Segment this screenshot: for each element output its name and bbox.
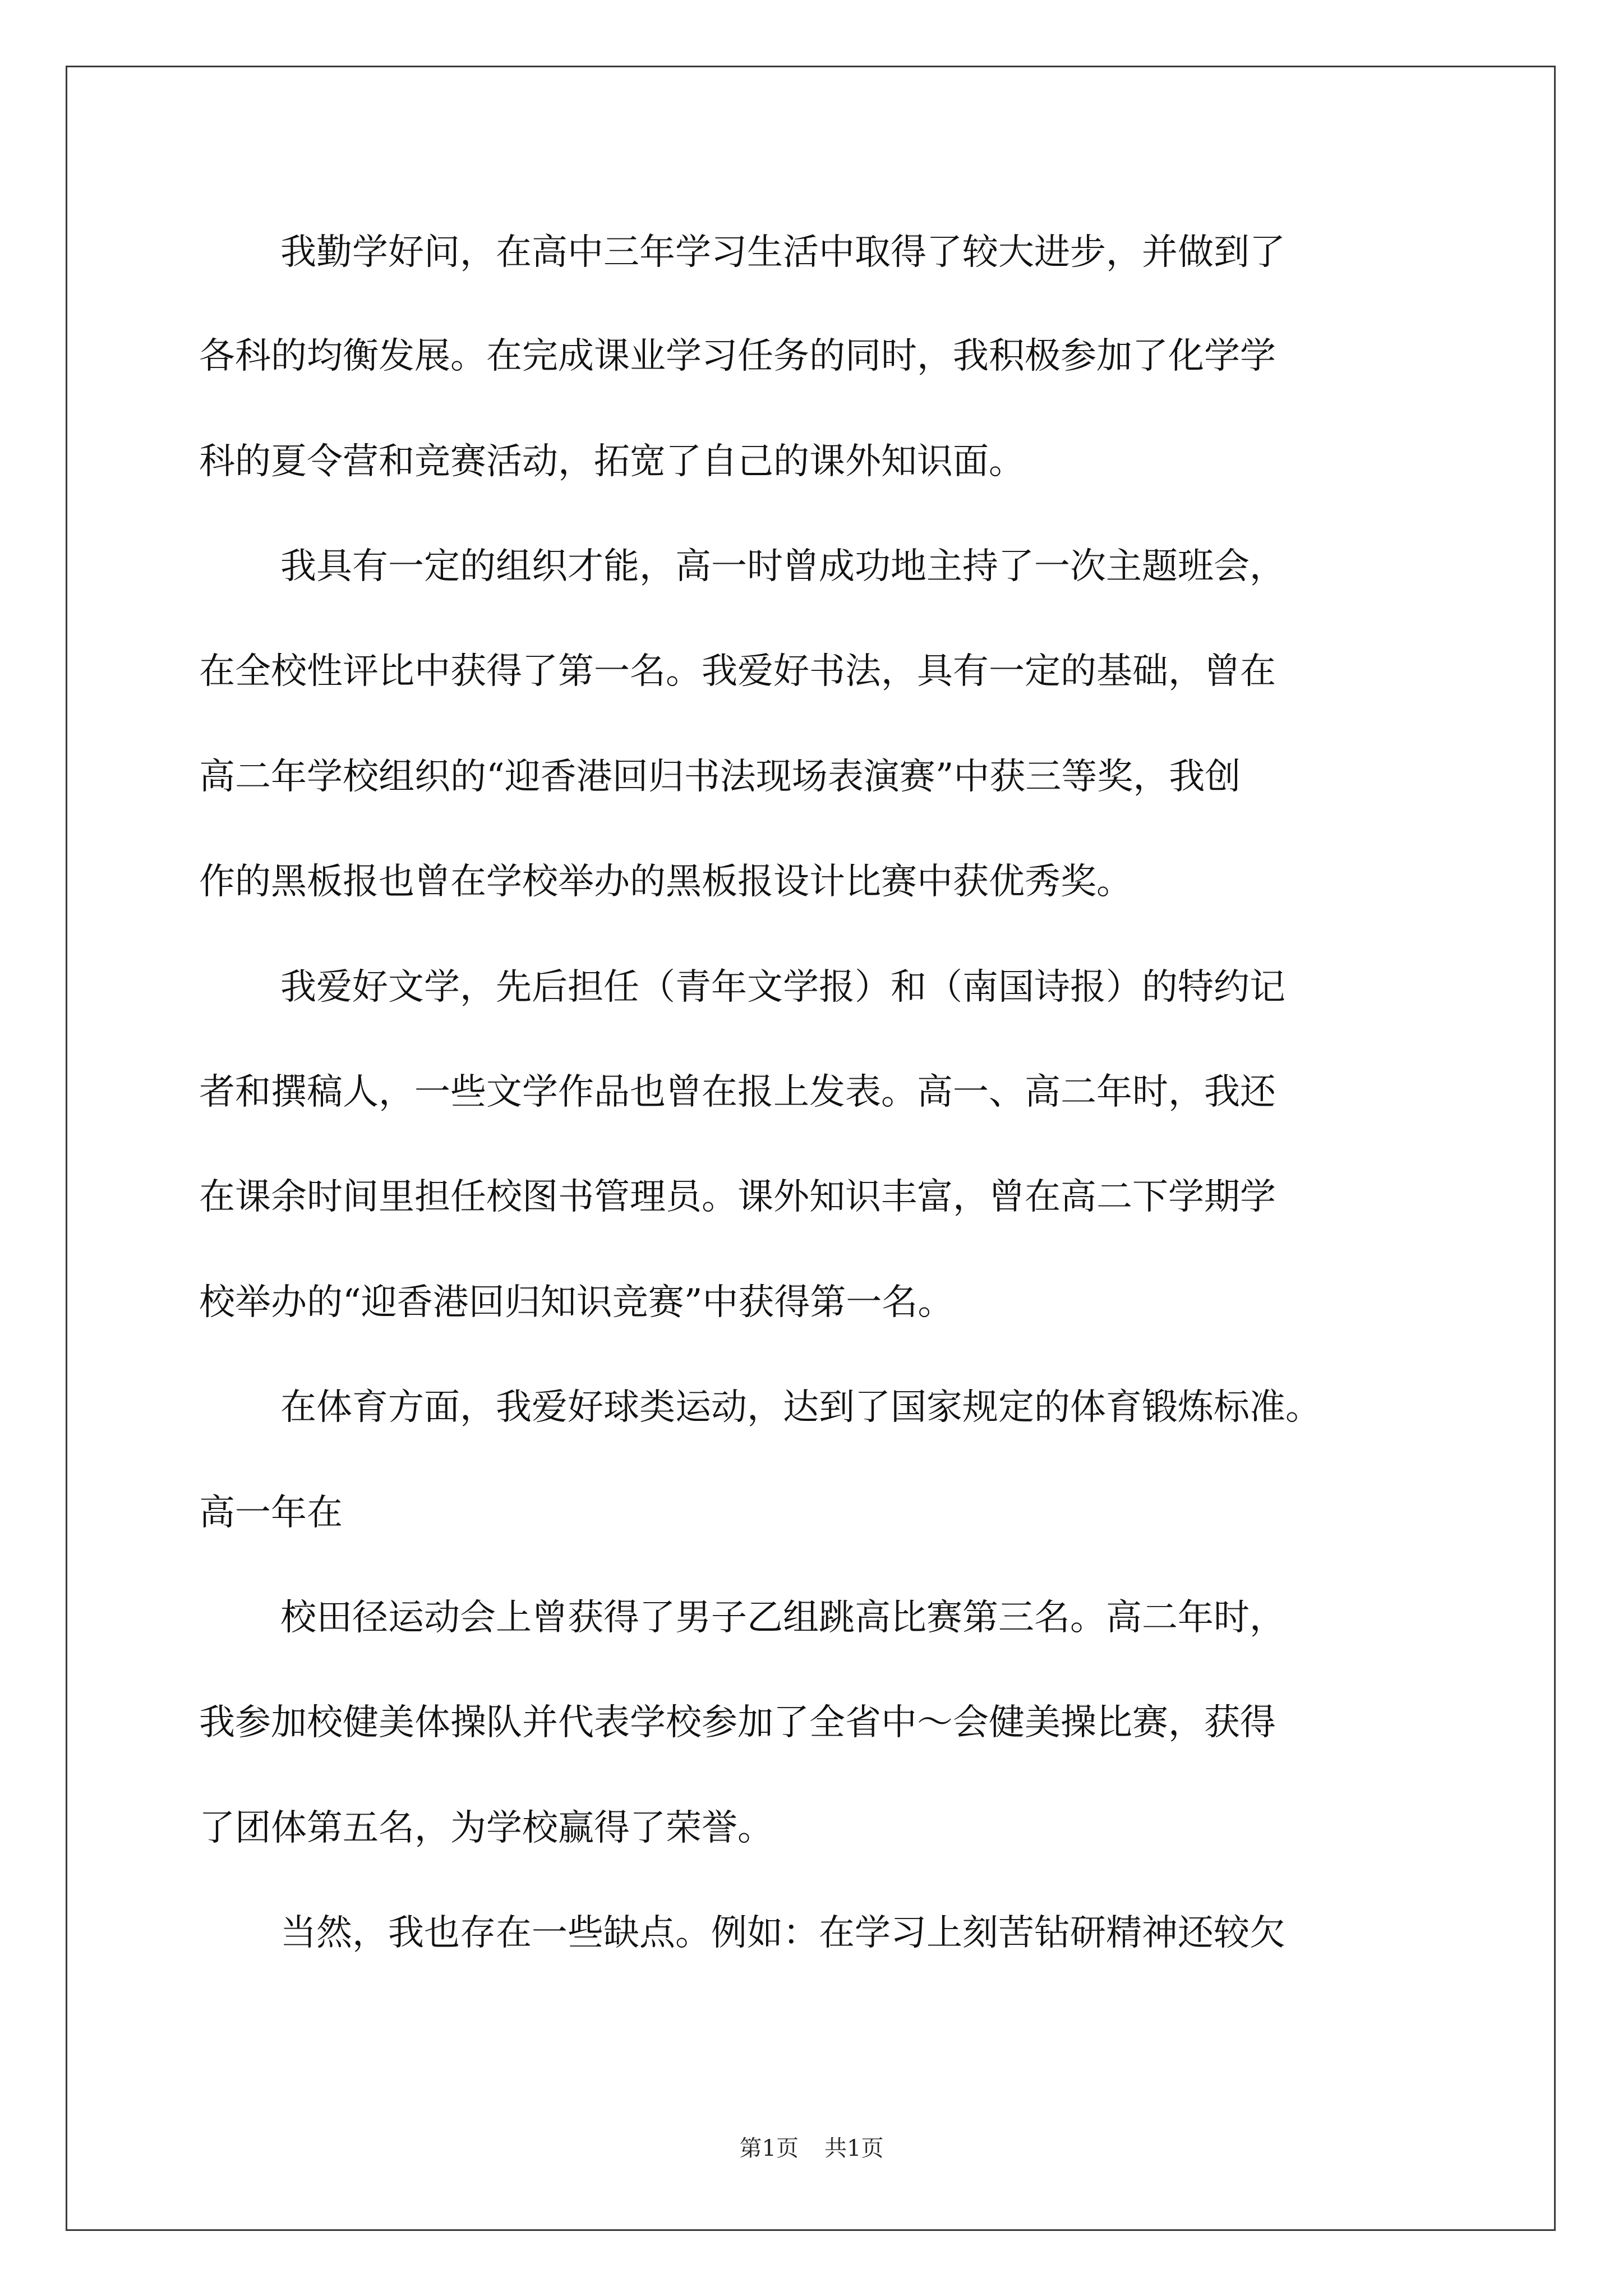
page-number: 第1页 — [739, 2136, 799, 2161]
text-line: 者和撰稿人，一些文学作品也曾在报上发表。高一、高二年时，我还 — [199, 1071, 1276, 1113]
page-border — [66, 66, 1556, 2231]
text-line: 高一年在 — [199, 1492, 343, 1534]
text-line: 作的黑板报也曾在学校举办的黑板报设计比赛中获优秀奖。 — [199, 861, 1132, 903]
text-line: 校田径运动会上曾获得了男子乙组跳高比赛第三名。高二年时， — [280, 1597, 1285, 1639]
text-line: 我勤学好问，在高中三年学习生活中取得了较大进步，并做到了 — [280, 232, 1285, 273]
page-total: 共1页 — [824, 2136, 884, 2161]
text-line: 了团体第五名，为学校赢得了荣誉。 — [199, 1807, 773, 1849]
text-line: 在体育方面，我爱好球类运动，达到了国家规定的体育锻炼标准。 — [280, 1387, 1321, 1428]
text-line: 在课余时间里担任校图书管理员。课外知识丰富，曾在高二下学期学 — [199, 1176, 1276, 1218]
text-line: 当然，我也存在一些缺点。例如：在学习上刻苦钻研精神还较欠 — [280, 1912, 1285, 1954]
text-line: 科的夏令营和竞赛活动，拓宽了自己的课外知识面。 — [199, 441, 1025, 482]
text-line: 各科的均衡发展。在完成课业学习任务的同时，我积极参加了化学学 — [199, 335, 1276, 377]
text-line: 我爱好文学，先后担任（青年文学报）和（南国诗报）的特约记 — [280, 967, 1285, 1008]
text-line: 我参加校健美体操队并代表学校参加了全省中～会健美操比赛，获得 — [199, 1702, 1276, 1743]
page-footer — [0, 2134, 1623, 2162]
text-line: 在全校性评比中获得了第一名。我爱好书法，具有一定的基础，曾在 — [199, 651, 1276, 692]
text-line: 我具有一定的组织才能，高一时曾成功地主持了一次主题班会， — [280, 546, 1285, 587]
text-line: 校举办的“迎香港回归知识竞赛”中获得第一名。 — [199, 1282, 954, 1323]
text-line: 高二年学校组织的“迎香港回归书法现场表演赛”中获三等奖，我创 — [199, 756, 1241, 798]
